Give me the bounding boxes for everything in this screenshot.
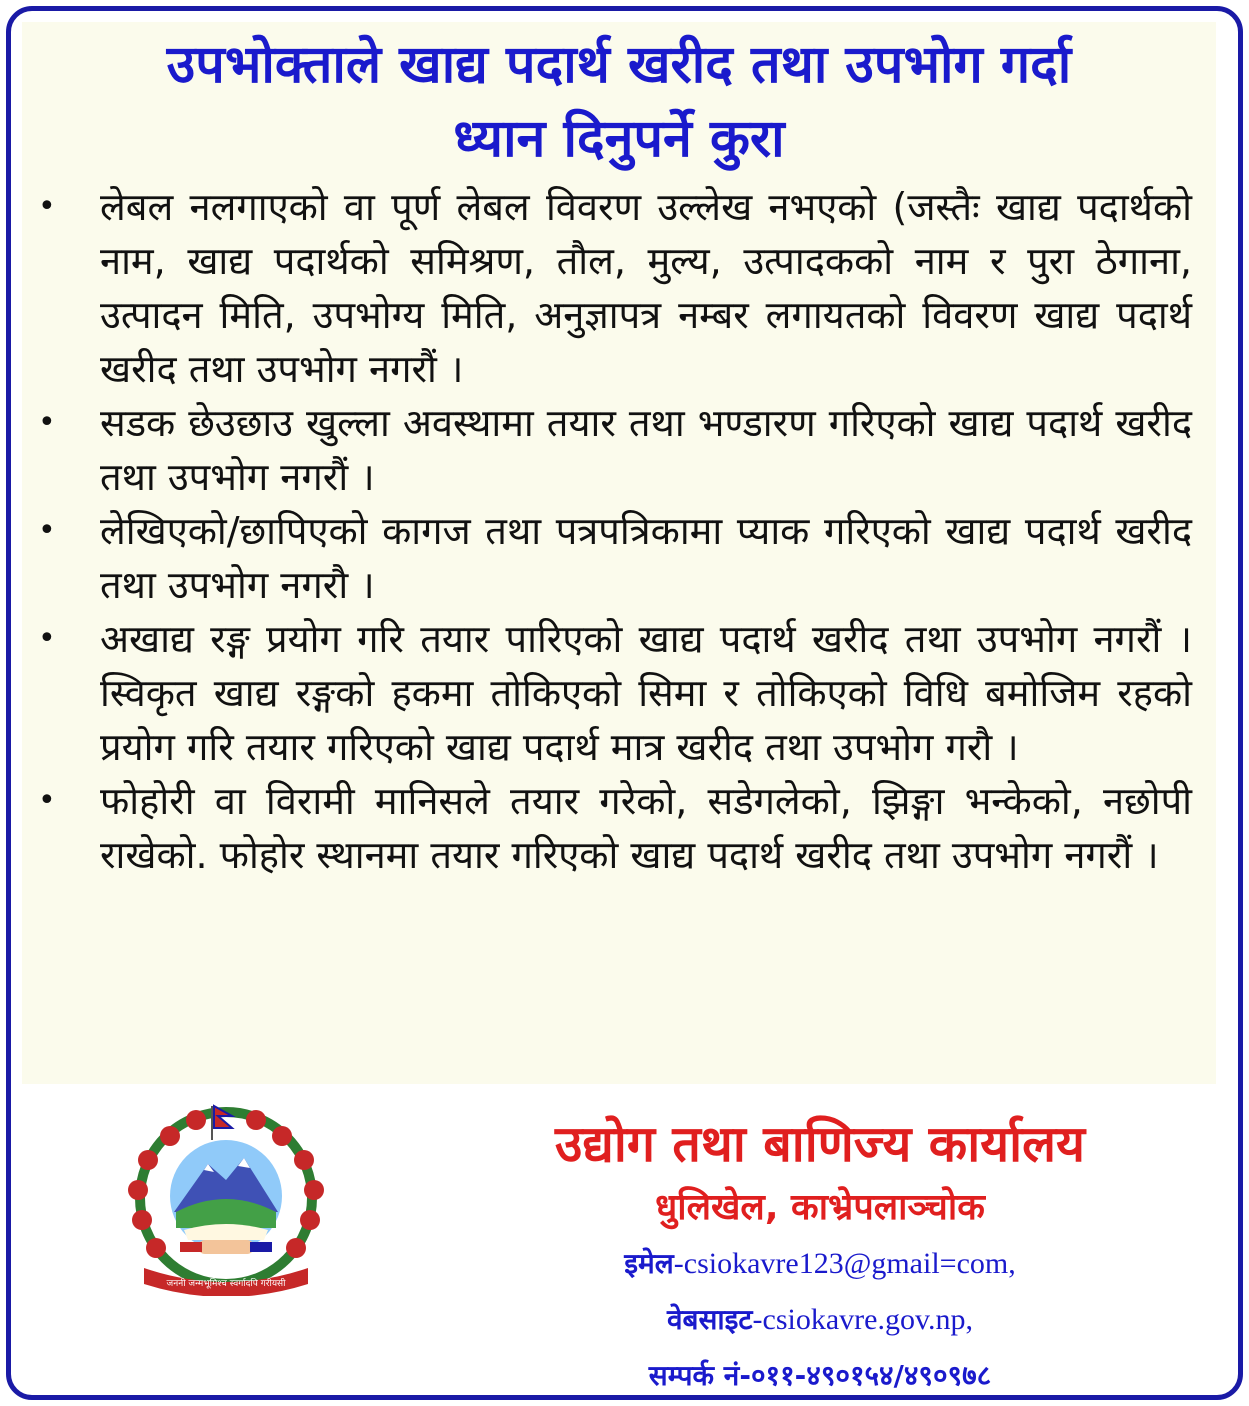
motto-ribbon [144, 1268, 308, 1296]
bullet-icon: • [38, 783, 56, 818]
office-location: धुलिखेल, काभ्रेपलाञ्चोक [655, 1187, 985, 1228]
list-item-text: फोहोरी वा विरामी मानिसले तयार गरेको, सडेगलेको, झिङ्गा भन्केको, नछोपी राखेको. फोहोर स्थानमा तयार गरिएको खाद्य पदार्थ खरीद तथा उपभोग नगरौं । [100, 779, 1192, 877]
emblem-motto: जननी जन्मभूमिश्च स्वर्गादपि गरीयसी [166, 1279, 286, 1289]
phone-number: सम्पर्क नं-०११-४९०१५४/४९०९७८ [648, 1359, 992, 1392]
handshake-icon [180, 1240, 272, 1254]
advice-list [38, 180, 1192, 882]
page-title-line2: ध्यान दिनुपर्ने कुरा [453, 109, 785, 169]
list-item [38, 396, 1192, 504]
email-label: इमेल [624, 1247, 674, 1280]
list-item-text: लेबल नलगाएको वा पूर्ण लेबल विवरण उल्लेख नभएको (जस्तैः खाद्य पदार्थको नाम, खाद्य पदार्थको समिश्रण, तौल, मुल्य, उत्पादकको नाम र पुरा ठेगाना, उत्पादन मिति, उपभोग्य मिति, अनुज्ञापत्र नम्बर लगायतको विवरण खाद्य पदार्थ खरीद तथा उपभोग नगरौं । [100, 185, 1192, 391]
bullet-icon: • [38, 513, 56, 548]
email-line [400, 1236, 1240, 1292]
website-label: वेबसाइट [666, 1303, 753, 1336]
email-value[interactable]: -csiokavre123@gmail=com, [673, 1247, 1016, 1280]
nepal-emblem-icon [108, 1100, 344, 1296]
mountain-icon [170, 1140, 282, 1252]
list-item-text: अखाद्य रङ्ग प्रयोग गरि तयार पारिएको खाद्य पदार्थ खरीद तथा उपभोग नगरौं । स्विकृत खाद्य रङ्गको हकमा तोकिएको सिमा र तोकिएको विधि बमोजिम रहको प्रयोग गरि तयार गरिएको खाद्य पदार्थ मात्र खरीद तथा उपभोग गरौ । [100, 617, 1192, 769]
office-info [400, 1108, 1240, 1404]
list-item [38, 180, 1192, 396]
bullet-icon: • [38, 405, 56, 440]
bullet-icon: • [38, 621, 56, 656]
bullet-icon: • [38, 189, 56, 224]
list-item [38, 612, 1192, 774]
list-item-text: सडक छेउछाउ खुल्ला अवस्थामा तयार तथा भण्डारण गरिएको खाद्य पदार्थ खरीद तथा उपभोग नगरौं । [100, 401, 1192, 499]
list-item [38, 774, 1192, 882]
website-line [400, 1292, 1240, 1348]
office-name: उद्योग तथा बाणिज्य कार्यालय [554, 1115, 1086, 1173]
list-item-text: लेखिएको/छापिएको कागज तथा पत्रपत्रिकामा प्याक गरिएको खाद्य पदार्थ खरीद तथा उपभोग नगरौ । [100, 509, 1192, 607]
list-item [38, 504, 1192, 612]
website-value[interactable]: -csiokavre.gov.np, [752, 1303, 974, 1336]
page-title-line1: उपभोक्ताले खाद्य पदार्थ खरीद तथा उपभोग गर्दा [166, 35, 1072, 95]
